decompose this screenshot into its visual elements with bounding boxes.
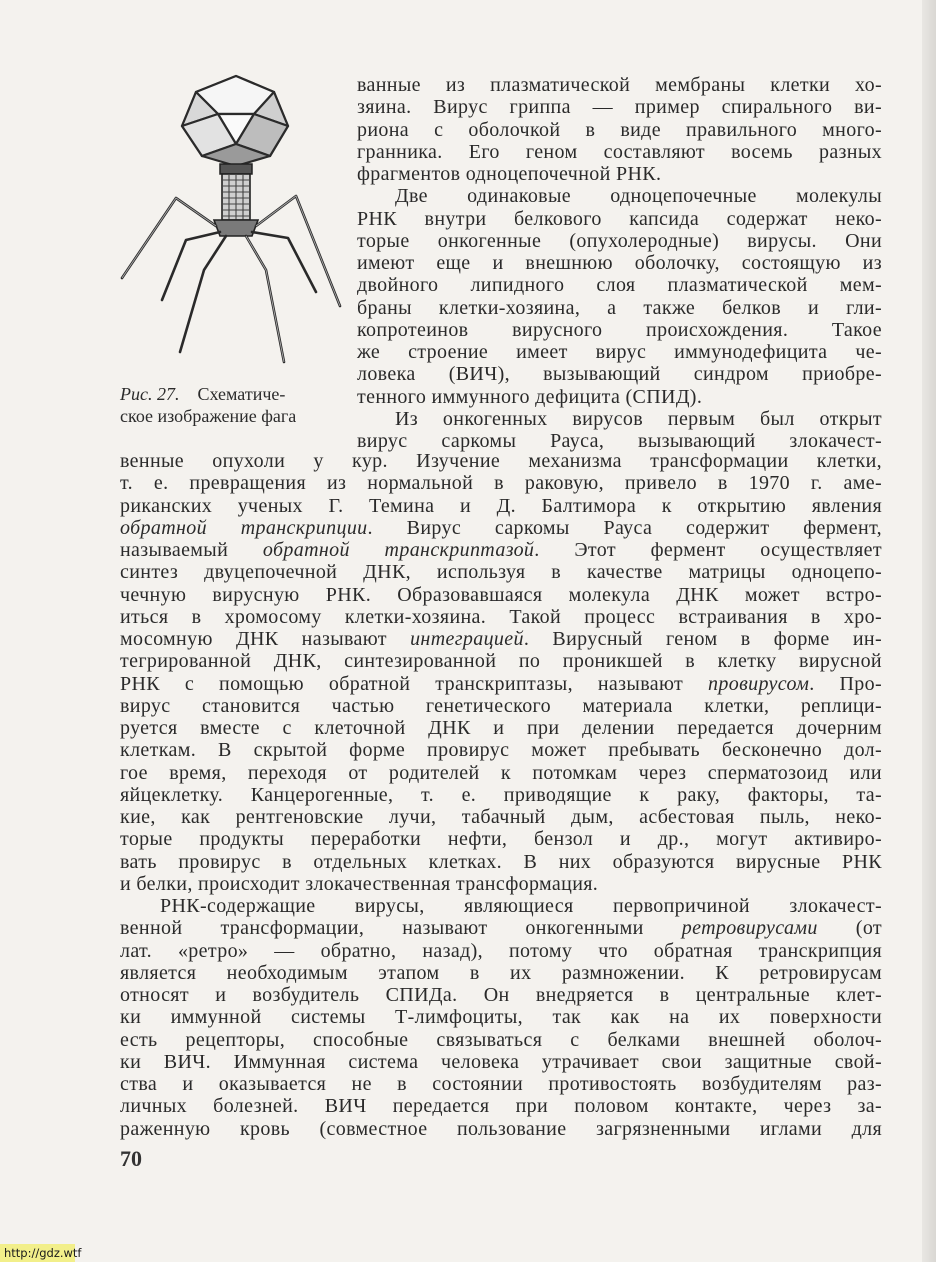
text-line: венные опухоли у кур. Изучение механизма трансформации клетки, xyxy=(120,450,882,472)
text-line: риона с оболочкой в виде правильного много- xyxy=(357,118,882,141)
text-line: чечную вирусную РНК. Образовавшаяся молекула ДНК может встро- xyxy=(120,583,882,606)
text-line: ки ВИЧ. Иммунная система человека утрачивает свои защитные свой- xyxy=(120,1050,882,1073)
text-line: торые онкогенные (опухолеродные) вирусы. Они xyxy=(357,229,882,252)
text-line: гранника. Его геном составляют восемь разных xyxy=(357,140,882,163)
text-column-full xyxy=(120,450,882,1140)
text-line: синтез двуцепочечной ДНК, используя в качестве матрицы одноцепо- xyxy=(120,561,882,584)
text-line: ванные из плазматической мембраны клетки хо- xyxy=(357,74,882,96)
text-line: гое время, переходя от родителей к потомкам через сперматозоид или xyxy=(120,761,882,784)
text-line: зяина. Вирус гриппа — пример спирального ви- xyxy=(357,96,882,119)
text-line: фрагментов одноцепочечной РНК. xyxy=(357,163,662,185)
text-line: мосомную ДНК называют интеграцией. Вирусный геном в форме ин- xyxy=(120,628,882,650)
figure-caption xyxy=(120,383,350,427)
text-line: руется вместе с клеточной ДНК и при делении передается дочерним xyxy=(120,717,882,739)
caption-line-1: Схематиче- xyxy=(197,384,286,404)
text-line: есть рецепторы, способные связываться с белками внешней оболоч- xyxy=(120,1028,882,1051)
phage-drawing xyxy=(116,70,348,370)
text-line: называемый обратной транскриптазой. Этот фермент осуществляет xyxy=(120,539,882,561)
text-line: раженную кровь (совместное пользование загрязненными иглами для xyxy=(120,1117,882,1140)
text-line: ловека (ВИЧ), вызывающий синдром приобре- xyxy=(357,363,882,386)
text-line: яйцеклетку. Канцерогенные, т. е. приводящие к раку, факторы, та- xyxy=(120,783,882,806)
text-line: обратной транскрипции. Вирус саркомы Рауса содержит фермент, xyxy=(120,516,883,539)
text-line: вирус становится частью генетического материала клетки, реплици- xyxy=(120,694,882,717)
text-line: браны клетки-хозяина, а также белков и гли- xyxy=(357,296,882,319)
text-line: вать провирус в отдельных клетках. В них образуются вирусные РНК xyxy=(120,850,882,873)
text-line: клеткам. В скрытой форме провирус может пребывать бесконечно дол- xyxy=(120,739,882,762)
text-line: Две одинаковые одноцепочечные молекулы xyxy=(395,185,882,208)
text-line: лат. «ретро» — обратно, назад), потому что обратная транскрипция xyxy=(120,939,882,962)
text-line: РНК-содержащие вирусы, являющиеся первопричиной злокачест- xyxy=(160,895,882,917)
watermark-link[interactable]: http://gdz.wtf xyxy=(0,1244,75,1262)
text-line: двойного липидного слоя плазматической мем- xyxy=(357,274,882,297)
text-line: личных болезней. ВИЧ передается при половом контакте, через за- xyxy=(120,1095,882,1118)
text-line: ки иммунной системы Т-лимфоциты, так как на их поверхности xyxy=(120,1006,882,1029)
text-line: ства и оказывается не в состоянии противостоять возбудителям раз- xyxy=(120,1073,882,1095)
page-number: 70 xyxy=(120,1146,142,1171)
text-line: относят и возбудитель СПИДа. Он внедряется в центральные клет- xyxy=(120,984,882,1006)
caption-label: Рис. 27. xyxy=(120,384,180,404)
text-line: тенного иммунного дефицита (СПИД). xyxy=(357,385,703,408)
text-line: имеют еще и внешнюю оболочку, состоящую из xyxy=(357,252,882,274)
text-line: кие, как рентгеновские лучи, табачный дым, асбестовая пыль, неко- xyxy=(120,806,882,828)
text-line: и белки, происходит злокачественная трансформация. xyxy=(120,872,599,895)
text-line: риканских ученых Г. Темина и Д. Балтимора к открытию явления xyxy=(120,494,882,517)
caption-line-2: ское изображение фага xyxy=(120,406,297,426)
text-line: копротеинов вирусного происхождения. Такое xyxy=(357,318,882,341)
text-line: тегрированной ДНК, синтезированной по проникшей в клетку вирусной xyxy=(120,650,882,673)
text-line: РНК с помощью обратной транскриптазы, называют провирусом. Про- xyxy=(120,672,882,695)
phage-illustration xyxy=(116,70,348,370)
text-line: торые продукты переработки нефти, бензол и др., могут активиро- xyxy=(120,828,882,851)
text-line: же строение имеет вирус иммунодефицита че- xyxy=(357,341,882,363)
text-line: иться в хромосому клетки-хозяина. Такой процесс встраивания в хро- xyxy=(120,605,882,628)
text-line: РНК внутри белкового капсида содержат неко- xyxy=(357,207,882,230)
text-line: т. е. превращения из нормальной в раковую, привело в 1970 г. аме- xyxy=(120,472,882,495)
text-column-top xyxy=(357,74,882,452)
text-line: Из онкогенных вирусов первым был открыт xyxy=(395,407,882,430)
page-edge xyxy=(922,0,936,1262)
text-line: вирус саркомы Рауса, вызывающий злокачест- xyxy=(357,430,882,452)
text-line: является необходимым этапом в их размножении. К ретровирусам xyxy=(120,961,882,984)
text-line: венной трансформации, называют онкогенными ретровирусами (от xyxy=(120,917,882,940)
